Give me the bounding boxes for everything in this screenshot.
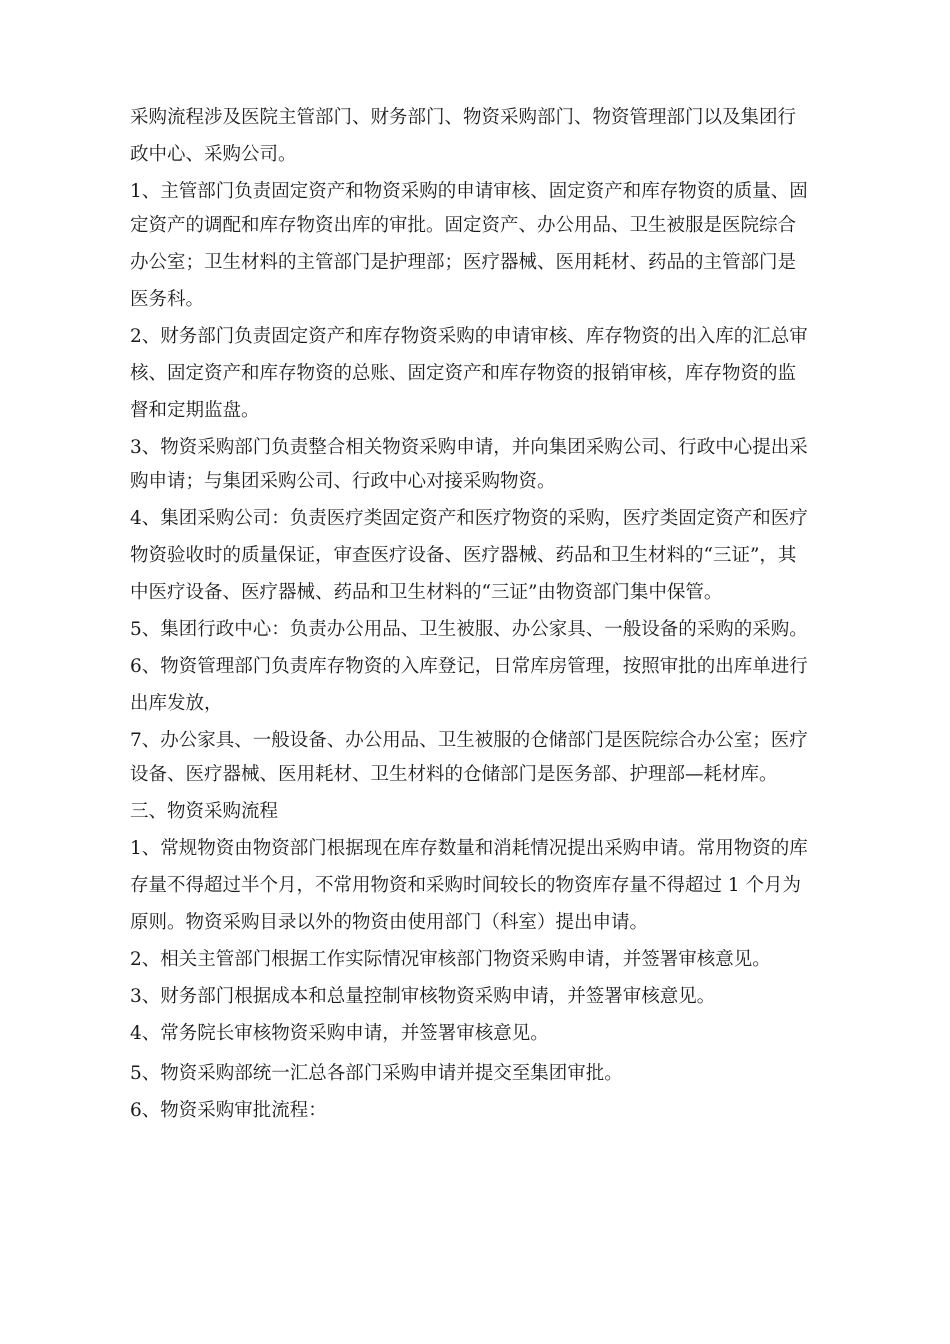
text-line: 采购流程涉及医院主管部门、财务部门、物资采购部门、物资管理部门以及集团行 — [130, 107, 797, 128]
text-line: 核、固定资产和库存物资的总账、固定资产和库存物资的报销审核，库存物资的监 — [130, 363, 797, 384]
text-line: 政中心、采购公司。 — [130, 144, 297, 165]
text-line: 3、财务部门根据成本和总量控制审核物资采购申请，并签署审核意见。 — [130, 986, 716, 1007]
text-line: 定资产的调配和库存物资出库的审批。固定资产、办公用品、卫生被服是医院综合 — [130, 215, 797, 236]
text-line: 设备、医疗器械、医用耗材、卫生材料的仓储部门是医务部、护理部—耗材库。 — [130, 764, 778, 785]
text-line: 3、物资采购部门负责整合相关物资采购申请，并向集团采购公司、行政中心提出采 — [130, 437, 808, 458]
text-line: 6、物资采购审批流程： — [130, 1100, 327, 1121]
text-line: 2、财务部门负责固定资产和库存物资采购的申请审核、库存物资的出入库的汇总审 — [130, 326, 808, 347]
text-line: 物资验收时的质量保证，审查医疗设备、医疗器械、药品和卫生材料的“三证”，其 — [130, 545, 797, 566]
section-heading: 三、物资采购流程 — [130, 801, 279, 822]
text-line: 4、常务院长审核物资采购申请，并签署审核意见。 — [130, 1023, 549, 1044]
text-line: 存量不得超过半个月，不常用物资和采购时间较长的物资库存量不得超过 1 个月为 — [130, 875, 802, 896]
text-line: 出库发放， — [130, 693, 223, 714]
text-line: 购申请；与集团采购公司、行政中心对接采购物资。 — [130, 471, 556, 492]
text-line: 2、相关主管部门根据工作实际情况审核部门物资采购申请，并签署审核意见。 — [130, 949, 771, 970]
text-line: 办公室；卫生材料的主管部门是护理部；医疗器械、医用耗材、药品的主管部门是 — [130, 252, 797, 273]
text-line: 5、集团行政中心：负责办公用品、卫生被服、办公家具、一般设备的采购的采购。 — [130, 619, 808, 640]
text-line: 6、物资管理部门负责库存物资的入库登记，日常库房管理，按照审批的出库单进行 — [130, 656, 808, 677]
text-line: 原则。物资采购目录以外的物资由使用部门（科室）提出申请。 — [130, 912, 649, 933]
text-line: 督和定期监盘。 — [130, 400, 260, 421]
text-line: 1、常规物资由物资部门根据现在库存数量和消耗情况提出采购申请。常用物资的库 — [130, 838, 808, 859]
document-page — [130, 104, 830, 1125]
text-line: 7、办公家具、一般设备、办公用品、卫生被服的仓储部门是医院综合办公室；医疗 — [130, 730, 808, 751]
text-line: 中医疗设备、医疗器械、药品和卫生材料的“三证”由物资部门集中保管。 — [130, 582, 723, 603]
text-line: 1、主管部门负责固定资产和物资采购的申请审核、固定资产和库存物资的质量、固 — [130, 181, 808, 202]
text-line: 4、集团采购公司：负责医疗类固定资产和医疗物资的采购，医疗类固定资产和医疗 — [130, 508, 808, 529]
text-line: 医务科。 — [130, 289, 205, 310]
text-line: 5、物资采购部统一汇总各部门采购申请并提交至集团审批。 — [130, 1063, 623, 1084]
